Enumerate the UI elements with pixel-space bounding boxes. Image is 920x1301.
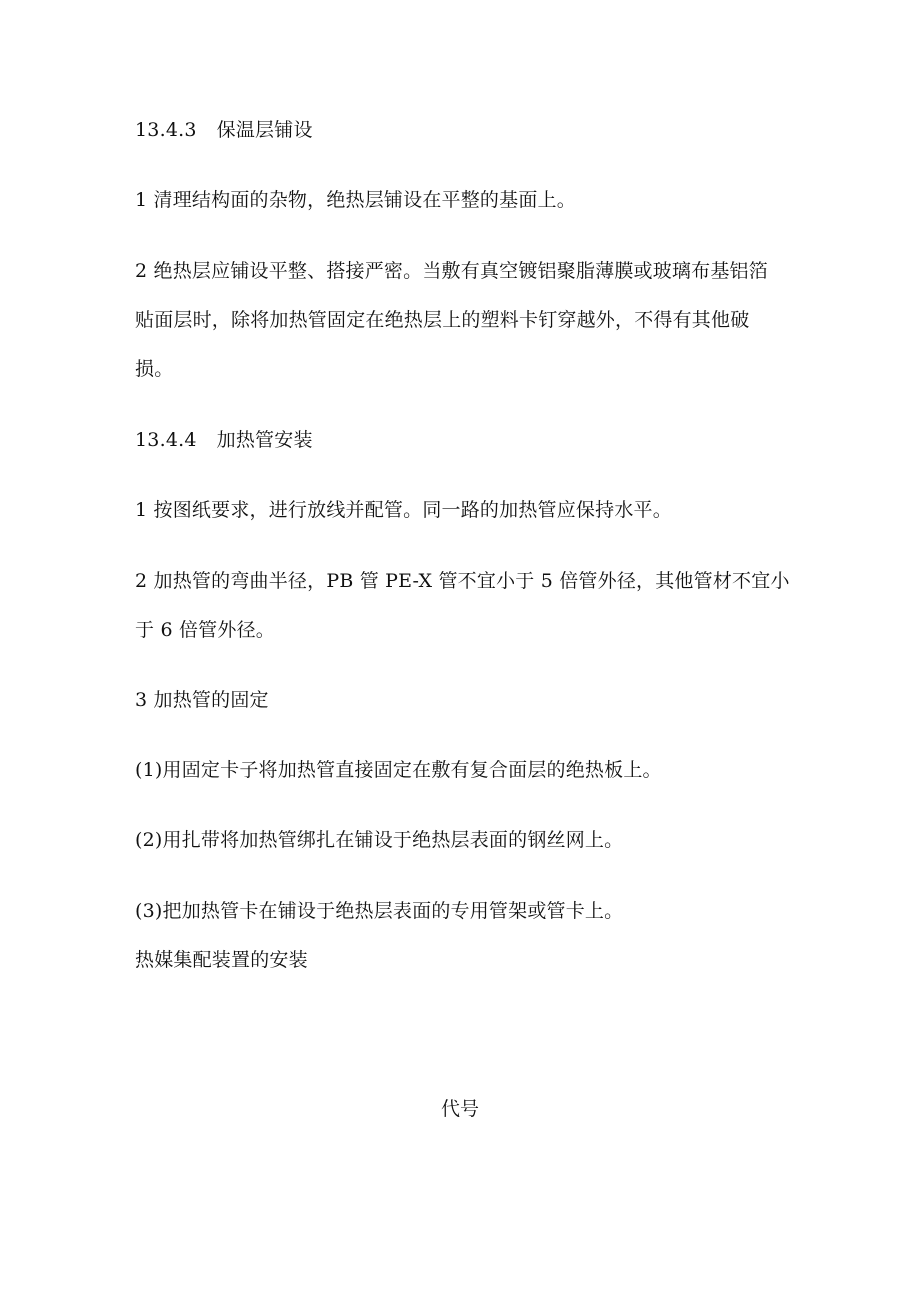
- list-item-fixing-1: (1)用固定卡子将加热管直接固定在敷有复合面层的绝热板上。: [135, 759, 662, 781]
- paragraph-clean-surface: 1 清理结构面的杂物，绝热层铺设在平整的基面上。: [135, 189, 576, 211]
- footer-label: 代号: [440, 1098, 479, 1120]
- section-heading-13-4-4: [135, 428, 313, 452]
- section-number: 13.4.4: [135, 429, 197, 451]
- paragraph-insulation-line-2: 贴面层时，除将加热管固定在绝热层上的塑料卡钉穿越外，不得有其他破: [135, 309, 750, 331]
- section-title: 保温层铺设: [216, 119, 313, 141]
- paragraph-insulation-line-1: 2 绝热层应铺设平整、搭接严密。当敷有真空镀铝聚脂薄膜或玻璃布基铝箔: [135, 260, 768, 282]
- paragraph-bend-radius-line-1: 2 加热管的弯曲半径，PB 管 PE-X 管不宜小于 5 倍管外径，其他管材不宜小: [135, 570, 790, 592]
- paragraph-bend-radius-line-2: 于 6 倍管外径。: [135, 619, 275, 641]
- paragraph-insulation-line-3: 损。: [135, 358, 174, 380]
- subheading-manifold-installation: 热媒集配装置的安装: [135, 949, 308, 971]
- section-number: 13.4.3: [135, 119, 197, 141]
- list-item-fixing-3: (3)把加热管卡在铺设于绝热层表面的专用管架或管卡上。: [135, 900, 624, 922]
- section-heading-13-4-3: [135, 118, 313, 142]
- list-item-fixing-2: (2)用扎带将加热管绑扎在铺设于绝热层表面的钢丝网上。: [135, 829, 624, 851]
- paragraph-layout-pipes: 1 按图纸要求，进行放线并配管。同一路的加热管应保持水平。: [135, 499, 672, 521]
- paragraph-pipe-fixing: 3 加热管的固定: [135, 689, 269, 711]
- section-title: 加热管安装: [216, 429, 313, 451]
